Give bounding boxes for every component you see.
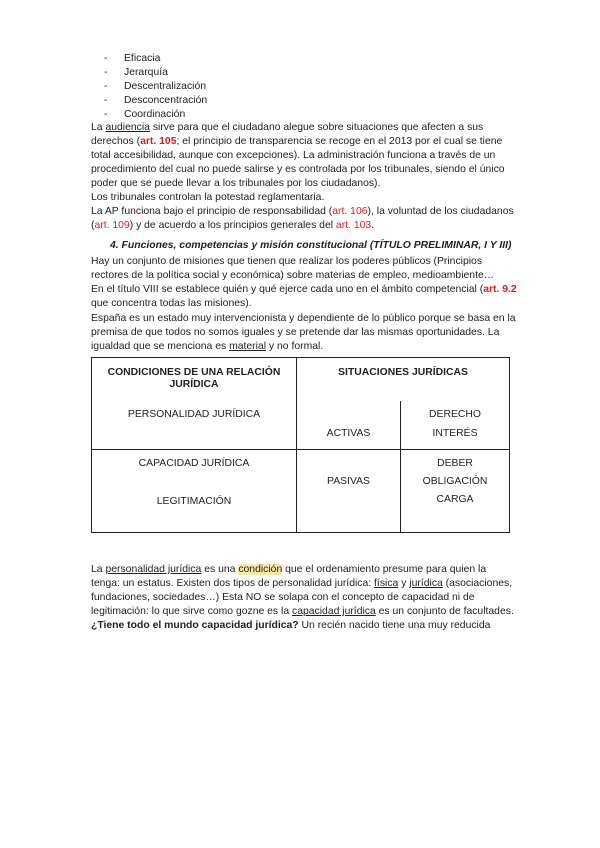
text-line: poder que se puede llevar a los tribunales por los ciudadanos). — [91, 178, 381, 189]
text-line: fundaciones, sociedades…) Esta NO se solapa con el concepto de capacidad ni de — [91, 592, 475, 603]
article-reference: art. 103 — [335, 220, 372, 231]
table-cell-text: INTERÉS — [432, 428, 478, 439]
table-cell — [401, 450, 510, 533]
underlined-term: personalidad jurídica — [105, 564, 202, 575]
underlined-term: audiencia — [105, 122, 150, 133]
list-item-text: Jerarquía — [124, 67, 168, 78]
table-header: JURÍDICA — [169, 379, 219, 390]
text-line — [91, 135, 502, 148]
text-line — [91, 283, 517, 296]
list-item-text: Descentralización — [124, 81, 207, 92]
table-cell-text: ACTIVAS — [326, 428, 371, 439]
text-line — [91, 605, 514, 618]
text-line: premisa de que todos no somos iguales y se pretende dar las mismas oportunidades. La — [91, 327, 500, 338]
table-header: CONDICIONES DE UNA RELACIÓN — [107, 367, 281, 378]
bullet-marker: - — [104, 67, 108, 78]
text-run: ), la voluntad de los ciudadanos — [367, 206, 514, 217]
article-reference: art. 9.2 — [483, 284, 517, 295]
bullet-marker: - — [104, 53, 108, 64]
list-item-text: Eficacia — [124, 53, 161, 64]
section-heading: 4. Funciones, competencias y misión constitucional (TÍTULO PRELIMINAR, I Y III) — [110, 240, 512, 251]
table-cell-text: DERECHO — [429, 409, 481, 420]
text-line — [91, 619, 490, 632]
text-line: España es un estado muy intervencionista y dependiente de lo público porque se basa en la — [91, 313, 516, 324]
text-run: ( — [91, 220, 95, 231]
text-run: tenga: un estatus. Existen dos tipos de personalidad jurídica: — [91, 578, 375, 589]
text-line — [91, 577, 512, 590]
underlined-term: jurídica — [409, 578, 443, 589]
text-run: legitimación: lo que sirve como gozne es la — [91, 606, 292, 617]
text-line: rectores de la política social y económica) sobre materias de empleo, medioambiente… — [91, 270, 495, 281]
legal-relations-table — [91, 357, 510, 533]
table-cell — [92, 358, 297, 450]
text-run: La — [91, 564, 106, 575]
text-run: y — [398, 578, 410, 589]
text-run: La — [91, 122, 106, 133]
table-header: SITUACIONES JURÍDICAS — [338, 367, 468, 378]
text-run: derechos ( — [91, 136, 141, 147]
text-run: igualdad que se menciona es — [91, 341, 230, 352]
highlighted-term: condición — [238, 564, 283, 575]
text-run: sirve para que el ciudadano alegue sobre situaciones que afecten a sus — [149, 122, 484, 133]
list-item-text: Coordinación — [124, 109, 186, 120]
text-line: Los tribunales controlan la potestad reglamentaria. — [91, 192, 325, 203]
bullet-marker: - — [104, 81, 108, 92]
text-run: es un conjunto de facultades. — [375, 606, 514, 617]
text-line — [91, 205, 514, 218]
text-run: Un recién nacido tiene una muy reducida — [298, 620, 491, 631]
text-run: ) y de acuerdo a los principios generales del — [129, 220, 336, 231]
text-run: La AP funciona bajo el principio de responsabilidad ( — [91, 206, 333, 217]
table-cell-text: DEBER — [437, 458, 473, 469]
text-run: ; el principio de transparencia se recoge en el 2013 por el cual se tiene — [176, 136, 503, 147]
text-run: y no formal. — [266, 341, 324, 352]
text-run: es una — [201, 564, 239, 575]
text-run: . — [371, 220, 375, 231]
text-line: total accesibilidad, aunque con excepciones). La administración funciona a través de un — [91, 150, 496, 161]
text-run: que el ordenamiento presume para quien la — [282, 564, 487, 575]
text-line — [91, 219, 374, 232]
table-cell — [92, 450, 297, 533]
text-line — [91, 121, 483, 134]
text-line: que concentra todas las misiones). — [91, 298, 252, 309]
article-reference: art. 106 — [332, 206, 368, 217]
text-line: Hay un conjunto de misiones que tienen que realizar los poderes públicos (Principios — [91, 256, 483, 267]
list-item-text: Desconcentración — [124, 95, 208, 106]
article-reference: art. 105 — [140, 136, 177, 147]
underlined-term: material — [229, 341, 267, 352]
table-cell-text: LEGITIMACIÓN — [156, 496, 232, 507]
bold-question: ¿Tiene todo el mundo capacidad jurídica? — [91, 620, 299, 631]
table-cell-text: CAPACIDAD JURÍDICA — [138, 458, 250, 469]
text-line: procedimiento del cual no puede salirse y es controlada por los tribunales, siendo el único — [91, 164, 505, 175]
table-cell-text: PASIVAS — [327, 476, 370, 487]
bullet-marker: - — [104, 109, 108, 120]
table-cell — [297, 450, 401, 533]
text-line — [91, 340, 323, 353]
text-line — [91, 563, 486, 576]
table-cell-text: PERSONALIDAD JURÍDICA — [127, 409, 261, 420]
table-cell — [297, 358, 510, 450]
text-run: En el título VIII se establece quién y qué ejerce cada uno en el ámbito competencial ( — [91, 284, 484, 295]
underlined-term: capacidad jurídica — [292, 606, 376, 617]
text-run: (asociaciones, — [442, 578, 513, 589]
bullet-marker: - — [104, 95, 108, 106]
underlined-term: física — [374, 578, 399, 589]
table-cell-text: OBLIGACIÓN — [422, 476, 488, 487]
article-reference: art. 109 — [94, 220, 130, 231]
table-cell-text: CARGA — [436, 494, 474, 505]
